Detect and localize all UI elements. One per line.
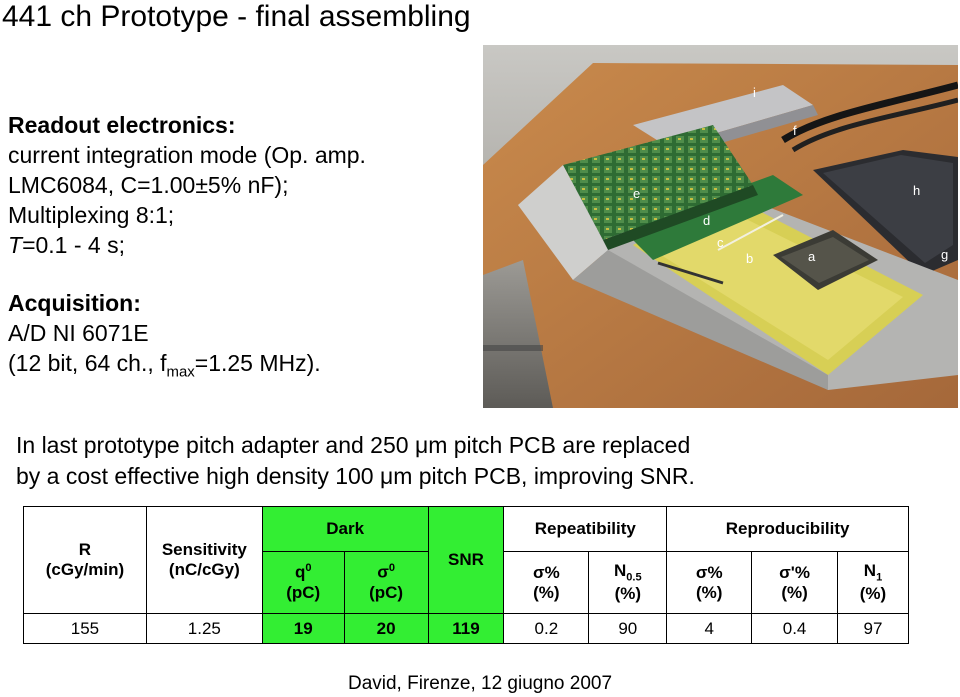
description-line-1: In last prototype pitch adapter and 250 μm pitch PCB are replaced [16,432,691,458]
readout-line-multiplexing: Multiplexing 8:1; [8,202,175,228]
cell-repr-sigma: 4 [667,614,752,644]
time-range: =0.1 - 4 s; [22,232,125,258]
photo-label-d: d [703,213,711,228]
description-paragraph [16,430,695,492]
photo-label-c: c [717,235,724,250]
header-sigma0: $\sigma^0$ (pC) [344,552,428,614]
footer-credit: David, Firenze, 12 giugno 2007 [347,673,613,694]
readout-line-time [8,230,478,260]
photo-label-f: f [793,123,797,138]
cell-repr-sigma-prime: 0.4 [752,614,838,644]
page-title: 441 ch Prototype - final assembling [2,0,471,33]
header-snr: SNR [428,507,504,614]
header-dark: Dark [262,507,428,552]
cell-sigma0: 20 [344,614,428,644]
photo-label-e: e [633,186,641,201]
header-rep-sigma: σ% (%) [504,552,589,614]
results-table [23,506,909,644]
header-repr-sigma-prime: σ'% (%) [752,552,838,614]
acquisition-heading: Acquisition: [8,290,141,316]
photo-label-a: a [808,249,816,264]
photo-label-g: g [941,247,949,262]
description-line-2: by a cost effective high density 100 μm pitch PCB, improving SNR. [16,463,695,489]
header-reproducibility: Reproducibility [667,507,909,552]
fmax-subscript: max [166,363,195,381]
readout-heading: Readout electronics: [8,112,236,138]
table-row [24,614,909,644]
header-repeatibility: Repeatibility [504,507,667,552]
cell-r: 155 [24,614,147,644]
acquisition-line-adc: A/D NI 6071E [8,320,149,346]
header-q0: $q^0$ (pC) [262,552,344,614]
prototype-photo [483,45,958,408]
photo-label-b: b [746,251,754,266]
readout-line-capacitance: LMC6084, C=1.00±5% nF); [8,172,289,198]
cell-sensitivity: 1.25 [146,614,262,644]
readout-line-mode: current integration mode (Op. amp. [8,142,366,168]
cell-snr: 119 [428,614,504,644]
photo-label-h: h [913,183,921,198]
time-variable: T [8,232,23,258]
cell-rep-n05: 90 [589,614,667,644]
acquisition-line-specs: (12 bit, 64 ch., $f_{max}=1.25$ MHz). [8,350,321,381]
cell-repr-n1: 97 [838,614,909,644]
header-rep-n05: $N_{0.5}$ (%) [589,552,667,614]
cell-q0: 19 [262,614,344,644]
header-repr-n1: $N_1$ (%) [838,552,909,614]
header-sensitivity: Sensitivity (nC/cGy) [146,507,262,614]
header-repr-sigma: σ% (%) [667,552,752,614]
header-r: R (cGy/min) [24,507,147,614]
photo-label-i: i [753,85,756,100]
specs-block [8,110,478,388]
cell-rep-sigma: 0.2 [504,614,589,644]
